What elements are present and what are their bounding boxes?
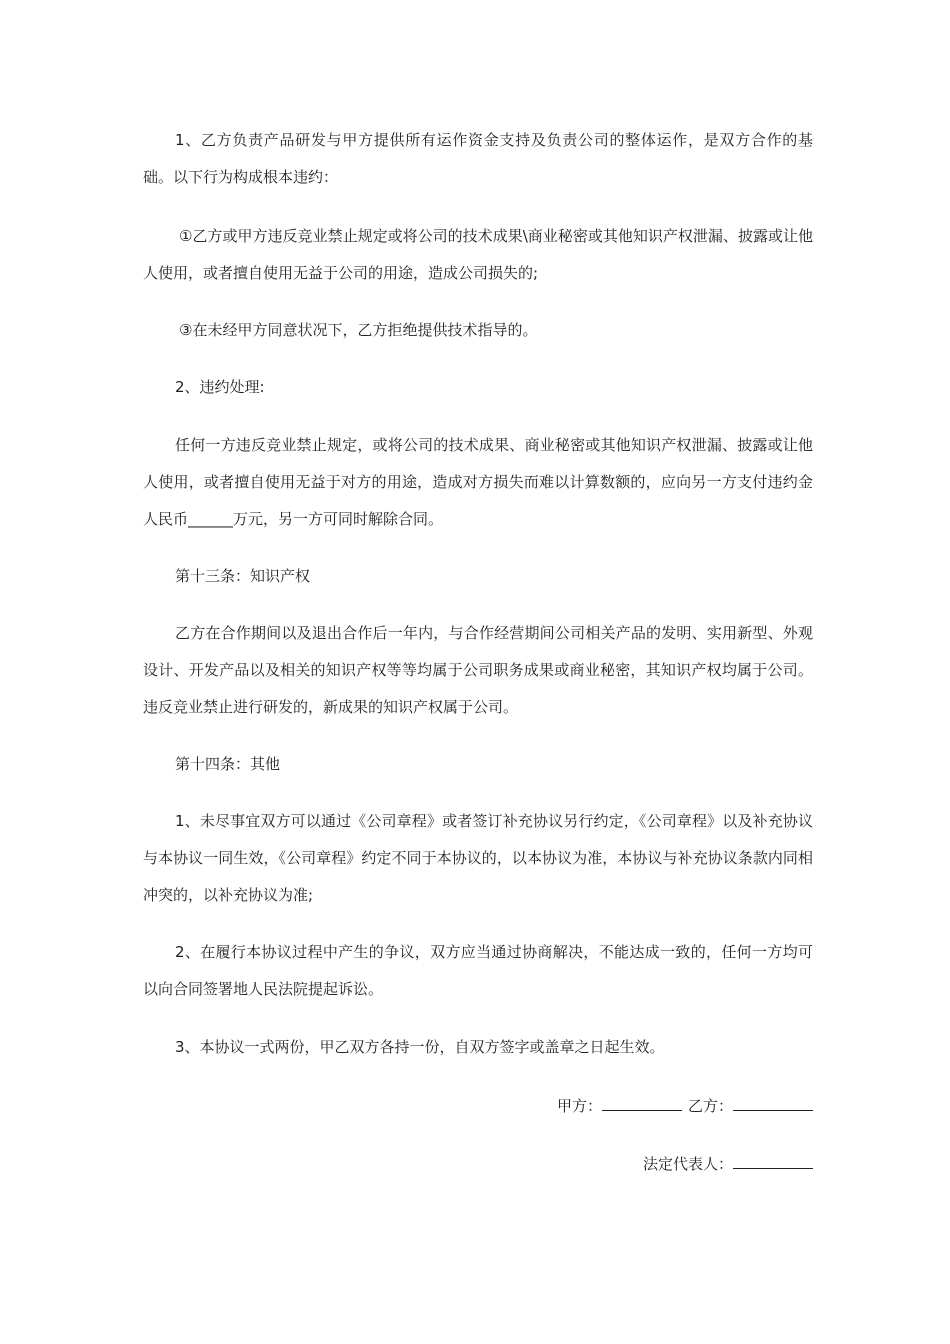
paragraph-intellectual-property: 乙方在合作期间以及退出合作后一年内，与合作经营期间公司相关产品的发明、实用新型、外观设计、开发产品以及相关的知识产权等等均属于公司职务成果或商业秘密，其知识产权均属于公司。违反竞业禁止进行研发的，新成果的知识产权属于公司。	[143, 624, 813, 716]
party-a-signature-blank	[602, 1094, 682, 1111]
paragraph-breach-item-1: ①乙方或甲方违反竞业禁止规定或将公司的技术成果\商业秘密或其他知识产权泄漏、披露或让他人使用，或者擅自使用无益于公司的用途，造成公司损失的;	[143, 227, 813, 282]
paragraph-breach-handling: 任何一方违反竞业禁止规定，或将公司的技术成果、商业秘密或其他知识产权泄漏、披露或让他人使用，或者擅自使用无益于对方的用途，造成对方损失而难以计算数额的，应向另一方支付违约金人民币______万元，另一方可同时解除合同。	[143, 436, 813, 528]
paragraph-breach-intro: 1、乙方负责产品研发与甲方提供所有运作资金支持及负责公司的整体运作，是双方合作的基础。以下行为构成根本违约：	[143, 131, 813, 186]
signature-parties-line	[557, 1094, 813, 1118]
section-13-heading: 第十三条：知识产权	[175, 567, 311, 585]
party-b-signature-blank	[733, 1094, 813, 1111]
paragraph-other-1: 1、未尽事宜双方可以通过《公司章程》或者签订补充协议另行约定，《公司章程》以及补充协议与本协议一同生效，《公司章程》约定不同于本协议的，以本协议为准，本协议与补充协议条款内同相冲突的，以补充协议为准;	[143, 812, 813, 904]
legal-rep-signature-blank	[733, 1152, 813, 1169]
section-14-heading: 第十四条：其他	[175, 755, 281, 773]
paragraph-breach-item-3: ③在未经甲方同意状况下，乙方拒绝提供技术指导的。	[179, 321, 538, 339]
signature-legal-rep-line	[643, 1152, 813, 1176]
party-a-label: 甲方：	[556, 1097, 602, 1115]
paragraph-other-2: 2、在履行本协议过程中产生的争议，双方应当通过协商解决，不能达成一致的，任何一方均可以向合同签署地人民法院提起诉讼。	[143, 943, 813, 998]
paragraph-breach-handling-heading: 2、违约处理:	[175, 378, 265, 396]
legal-rep-label: 法定代表人：	[642, 1155, 733, 1173]
party-b-label: 乙方：	[687, 1097, 733, 1115]
paragraph-other-3: 3、本协议一式两份，甲乙双方各持一份，自双方签字或盖章之日起生效。	[175, 1038, 665, 1056]
